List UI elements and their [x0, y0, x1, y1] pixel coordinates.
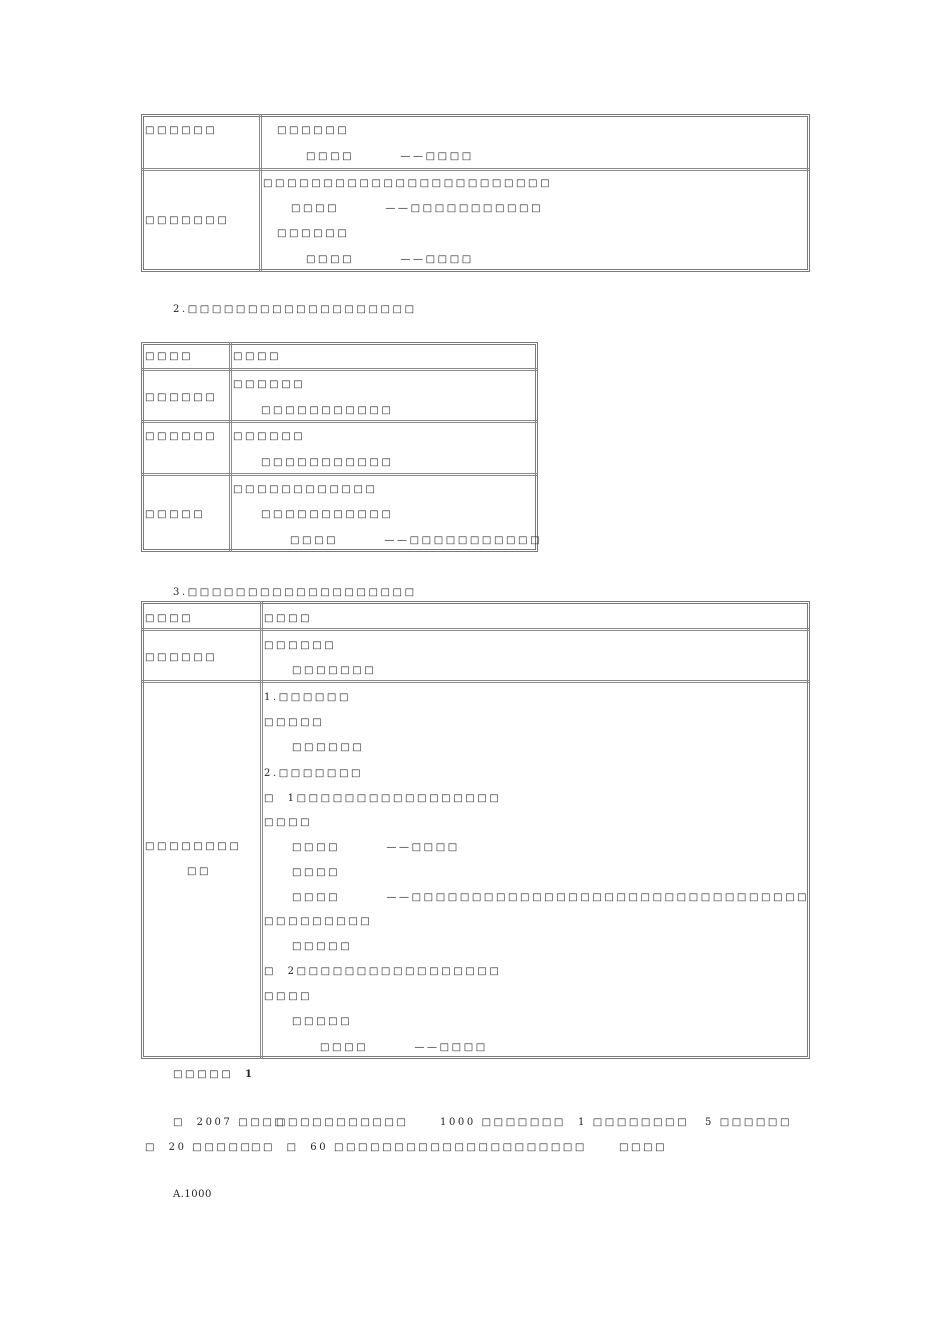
table-2-column-divider	[229, 342, 232, 552]
question-fragment: □ 2007 □□□□	[173, 1117, 287, 1128]
table-3-row-1-line: □□□□□□	[264, 640, 337, 651]
table-2-header-cell: □□□□	[145, 351, 194, 362]
table-2-row-divider	[141, 473, 538, 476]
table-1	[141, 114, 810, 272]
answer-option-a: A.1000	[173, 1189, 212, 1200]
table-3-row-2-line: □□□□	[264, 817, 313, 828]
table-2-cell-line: □□□□□□□□□□□	[261, 405, 394, 416]
table-2-cell-line: □□□□□□□□□□□	[261, 509, 394, 520]
table-1-column-divider	[259, 114, 262, 272]
table-1-row-2-line: □□□□ ——□□□□	[306, 254, 474, 265]
table-2-row-divider	[141, 420, 538, 423]
table-2-cell-line: □□□□ ——□□□□□□□□□□□	[290, 535, 543, 546]
table-1-row-1-line: □□□□ ——□□□□	[306, 151, 474, 162]
table-3-row-2-label: □□□□□□□□	[145, 841, 242, 852]
table-3-row-2-line: □□□□□□□□□	[264, 916, 373, 927]
table-3-row-2-line: □□□□	[264, 991, 313, 1002]
table-3-row-divider	[141, 628, 810, 631]
section-2-heading: 2.□□□□□□□□□□□□□□□□□□□	[173, 304, 417, 315]
question-fragment: □ 20 □□□□□	[145, 1142, 253, 1153]
question-fragment: 5 □□□□□□	[705, 1117, 793, 1128]
table-3-row-1-line: □□□□□□□	[292, 665, 377, 676]
table-3-row-2-label: □□	[187, 866, 212, 877]
table-3-row-2-line: □□□□ ——□□□□	[320, 1042, 488, 1053]
table-2-cell-line: □□□□□□□□□□□	[261, 457, 394, 468]
table-3-row-2-line: □□□□□	[292, 1016, 353, 1027]
table-3-row-2-line: □ 2□□□□□□□□□□□□□□□□□	[264, 966, 502, 977]
table-1-row-2-line: □□□□ ——□□□□□□□□□□□	[291, 203, 544, 214]
table-1-row-2-line: □□□□□□	[277, 228, 350, 239]
table-3-header-cell: □□□□	[145, 613, 194, 624]
table-2-cell-line: □□□□□□	[233, 431, 306, 442]
table-1-row-1-line: □□□□□□	[277, 125, 350, 136]
table-1-row-1-label: □□□□□□	[145, 125, 218, 136]
table-2-cell-line: □□□□□□□□□□□□	[233, 484, 378, 495]
table-3-row-2-line: 1.□□□□□□	[264, 692, 352, 703]
question-fragment: 1 □□□□□□□□	[578, 1117, 690, 1128]
question-fragment: □□□□	[619, 1142, 668, 1153]
question-fragment: □□□□□□□□□□□	[276, 1117, 409, 1128]
section-3-heading: 3.□□□□□□□□□□□□□□□□□□□	[173, 587, 417, 598]
table-2-row-divider	[141, 368, 538, 371]
table-3-row-2-line: □□□□	[292, 867, 341, 878]
table-2-row-label: □□□□□□	[145, 431, 218, 442]
example-label: □□□□□	[173, 1069, 234, 1080]
table-3-header-cell: □□□□	[264, 613, 313, 624]
table-3-row-2-line: □□□□□□	[292, 742, 365, 753]
table-1-row-divider	[141, 168, 810, 171]
table-1-row-2-label: □□□□□□□	[145, 215, 230, 226]
table-3-column-divider	[260, 601, 263, 1059]
table-1-row-2-line: □□□□□□□□□□□□□□□□□□□□□□□□	[263, 178, 553, 189]
table-3-row-2-line: □□□□□	[292, 941, 353, 952]
question-fragment: 1000 □□□□□□□	[440, 1117, 566, 1128]
table-2-row-label: □□□□□□	[145, 392, 218, 403]
table-3-row-2-line: □□□□ ——□□□□□□□□□□□□□□□□□□□□□□□□□□□□□□□□□	[292, 892, 810, 903]
table-3-row-divider	[141, 680, 810, 683]
question-fragment: □□ □ 60 □□□□□□□□□□□□□□□□□□□□□	[251, 1142, 587, 1153]
example-number: 1	[245, 1069, 252, 1080]
table-2-cell-line: □□□□□□	[233, 379, 306, 390]
table-3-row-2-line: □□□□□	[264, 717, 325, 728]
table-3	[141, 601, 810, 1059]
table-3-row-1-label: □□□□□□	[145, 652, 218, 663]
table-2-header-cell: □□□□	[233, 351, 282, 362]
table-3-row-2-line: □ 1□□□□□□□□□□□□□□□□□	[264, 793, 502, 804]
table-3-row-2-line: □□□□ ——□□□□	[292, 842, 460, 853]
table-3-row-2-line: 2.□□□□□□□	[264, 768, 364, 779]
table-2-row-label: □□□□□	[145, 509, 206, 520]
